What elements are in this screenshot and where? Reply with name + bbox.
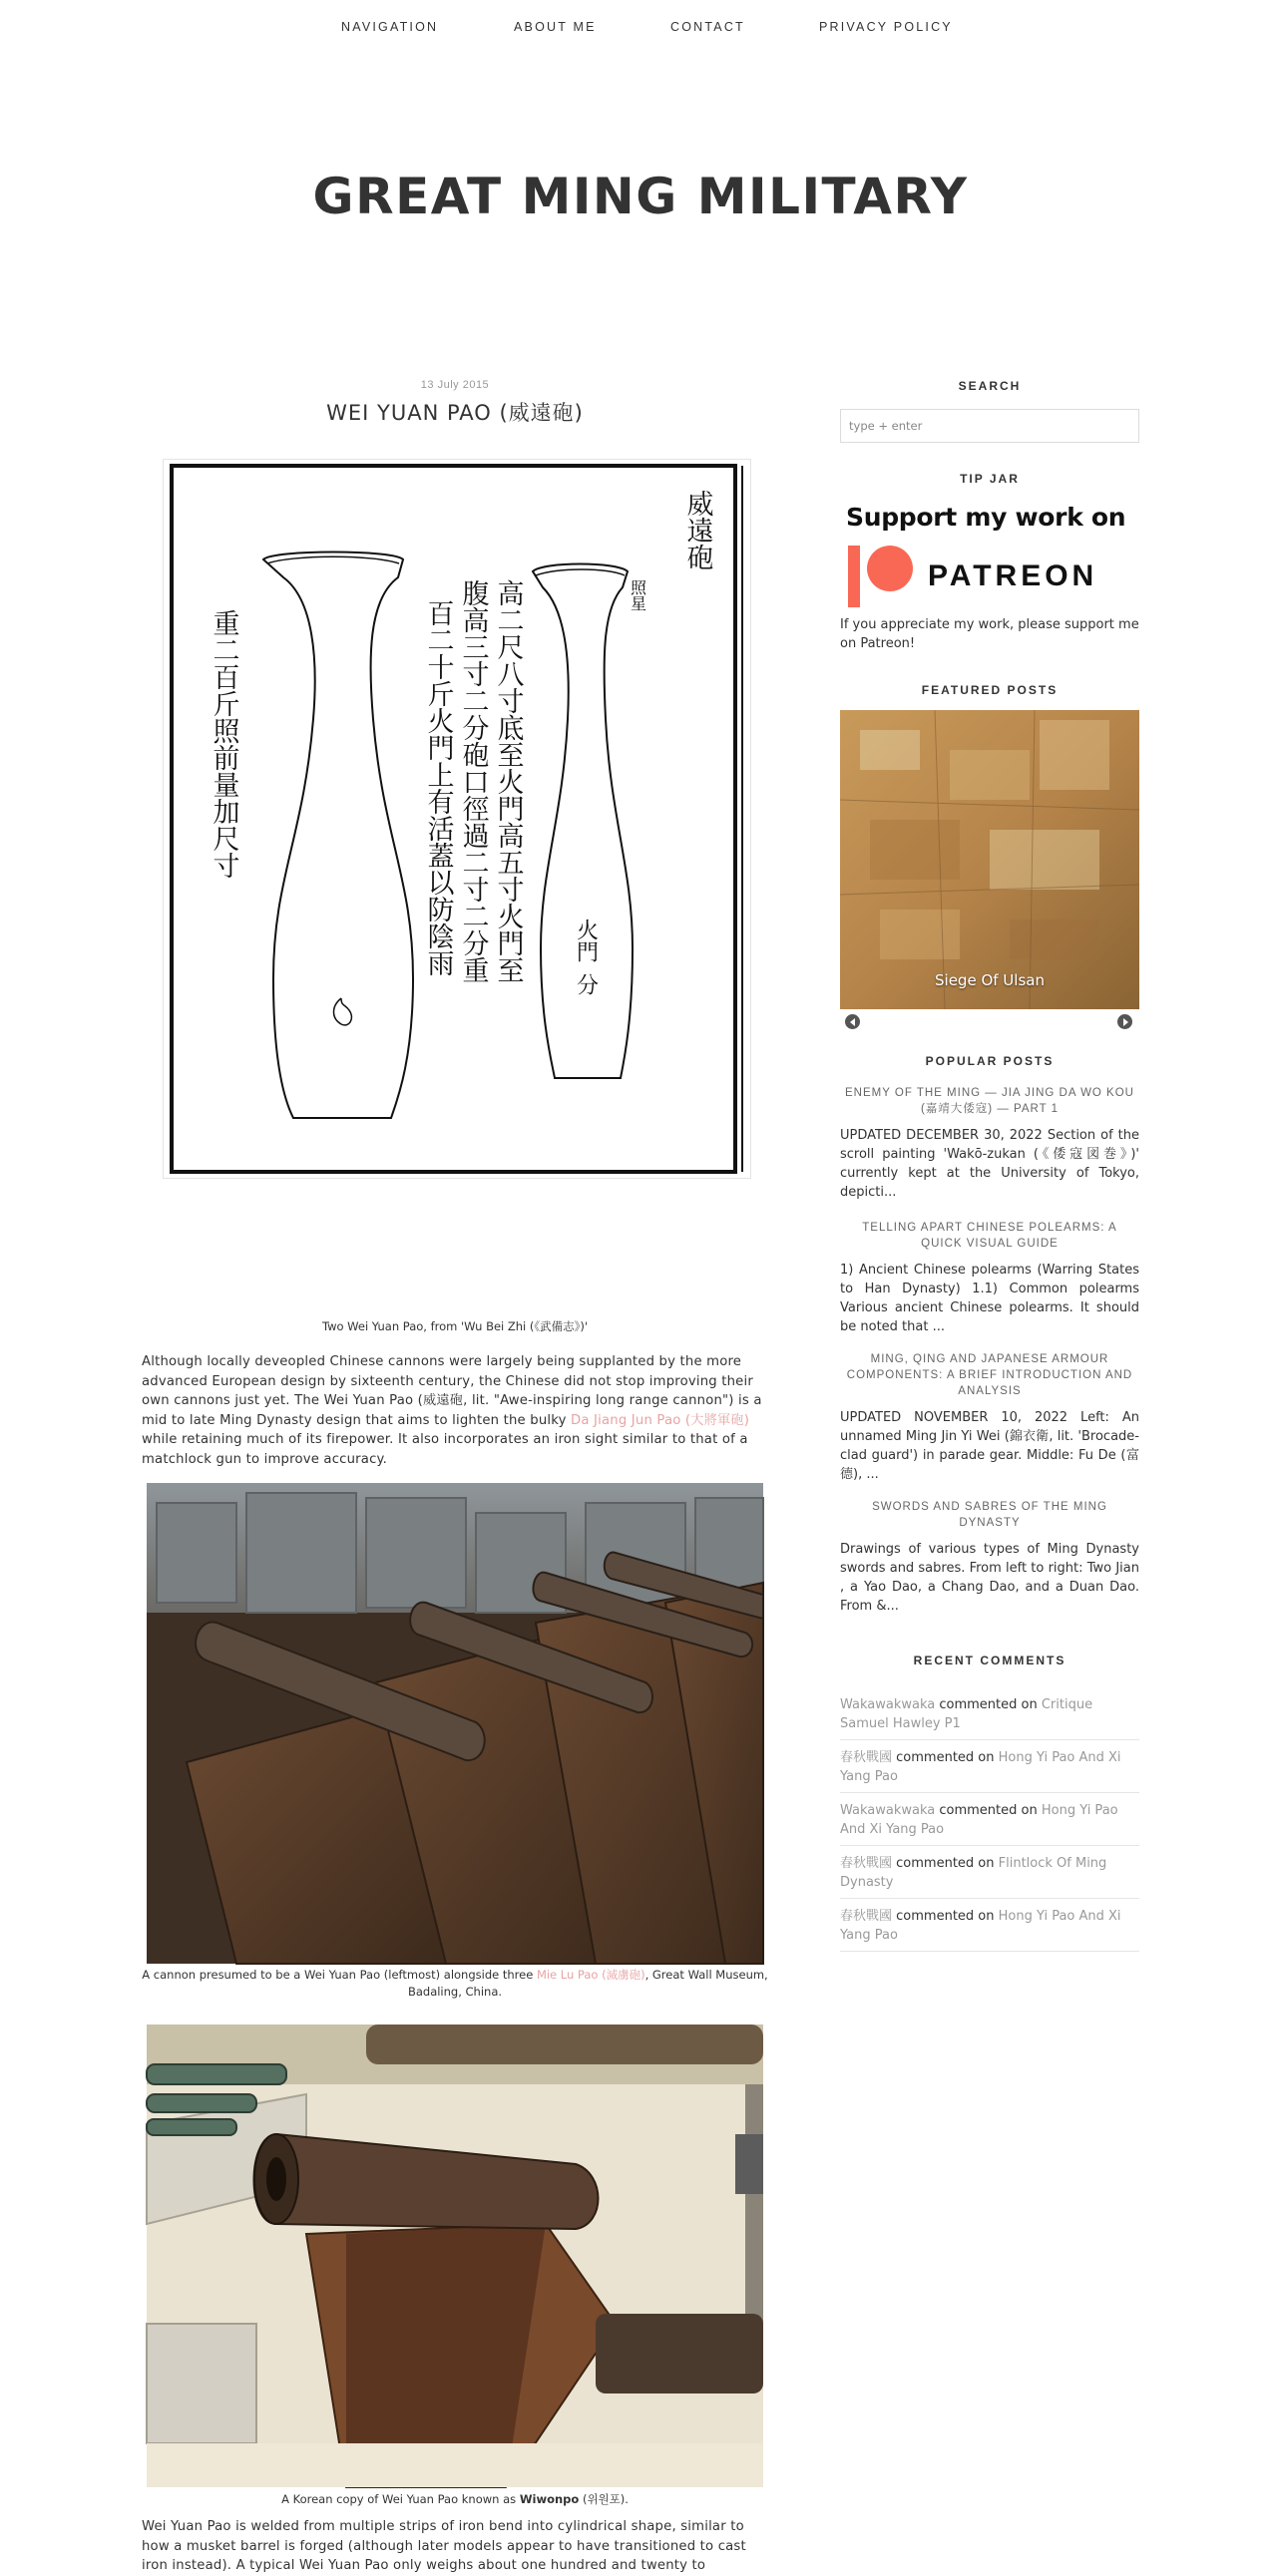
patreon-icon <box>846 544 916 609</box>
cap3-text-b: (위원포). <box>579 2492 629 2506</box>
popular-post-excerpt: UPDATED DECEMBER 30, 2022 Section of the scroll painting 'Wakō-zukan (《倭寇図巻》)' currently kept at the University of Tokyo, depicti... <box>840 1128 1139 1200</box>
popular-post <box>840 1499 1139 1616</box>
fig1-col2: 腹高三寸二分砲口徑過二寸二分重 <box>457 579 489 983</box>
patreon-wordmark: PATREON <box>928 559 1098 592</box>
recent-comments-title: RECENT COMMENTS <box>913 1654 1067 1667</box>
popular-post-excerpt: UPDATED NOVEMBER 10, 2022 Left: An unnamed Ming Jin Yi Wei (錦衣衛, lit. 'Brocade-clad guard') in parade gear. Middle: Fu De (富德), ... <box>840 1410 1139 1482</box>
post-article <box>140 379 770 2573</box>
fig1-label-fen: 分 <box>573 973 599 995</box>
popular-post <box>840 1220 1139 1336</box>
tip-jar-text: If you appreciate my work, please support me on Patreon! <box>840 617 1139 651</box>
fig1-title-right: 威遠砲 <box>681 490 713 570</box>
comment-verb: commented on <box>892 1909 999 1924</box>
slider-prev-icon[interactable] <box>845 1014 860 1029</box>
site-title[interactable]: GREAT MING MILITARY <box>312 168 969 225</box>
comment-verb: commented on <box>892 1856 999 1871</box>
popular-post-title[interactable]: MING, QING AND JAPANESE ARMOUR COMPONENTS: A BRIEF INTRODUCTION AND ANALYSIS <box>846 1353 1133 1397</box>
post-paragraph-1 <box>142 1352 772 1469</box>
comment-post-link[interactable]: Flintlock Of Ming Dynasty <box>840 1856 1107 1890</box>
fig1-sight-label: 照星 <box>628 579 647 611</box>
comment-post-link[interactable]: Hong Yi Pao And Xi Yang Pao <box>840 1803 1118 1837</box>
tip-jar-title: TIP JAR <box>960 472 1020 486</box>
comment-author[interactable]: 春秋戰國 <box>840 1909 893 1924</box>
featured-post-caption[interactable]: Siege Of Ulsan <box>935 971 1045 989</box>
recent-comments-list <box>840 1687 1139 1952</box>
post-date: 13 July 2015 <box>420 379 490 391</box>
nav-contact[interactable]: CONTACT <box>670 20 745 34</box>
comment-post-link[interactable]: Critique Samuel Hawley P1 <box>840 1697 1093 1731</box>
mie-lu-pao-link[interactable]: Mie Lu Pao (滅虜砲) <box>536 1968 645 1982</box>
fig1-label-men: 火門 <box>573 919 599 962</box>
featured-posts-title: FEATURED POSTS <box>921 683 1059 697</box>
cap2-text-a: A cannon presumed to be a Wei Yuan Pao (leftmost) alongside three <box>142 1968 537 1982</box>
comment-post-link[interactable]: Hong Yi Pao And Xi Yang Pao <box>840 1750 1121 1784</box>
museum-cannons-photo[interactable] <box>147 1483 763 1964</box>
cap3-text-a: A Korean copy of Wei Yuan Pao known as <box>281 2492 520 2506</box>
para1-text-b: while retaining much of its firepower. It also incorporates an iron sight similar to that of a matchlock gun to improve accuracy. <box>142 1432 748 1467</box>
comment-post-link[interactable]: Hong Yi Pao And Xi Yang Pao <box>840 1909 1121 1943</box>
comment-verb: commented on <box>935 1697 1042 1712</box>
slider-next-icon[interactable] <box>1117 1014 1132 1029</box>
comment-verb: commented on <box>935 1803 1042 1818</box>
figure3-caption <box>140 2491 770 2508</box>
figure2-caption <box>140 1967 770 2001</box>
popular-post-title[interactable]: ENEMY OF THE MING — JIA JING DA WO KOU (嘉靖大倭寇) — PART 1 <box>845 1087 1134 1115</box>
patreon-logo <box>846 544 1145 609</box>
nav-privacy-policy[interactable]: PRIVACY POLICY <box>819 20 953 34</box>
comment-author[interactable]: 春秋戰國 <box>840 1856 893 1871</box>
search-widget-title: SEARCH <box>958 379 1022 393</box>
recent-comment <box>840 1687 1139 1740</box>
cap2-text-b: , Great Wall Museum, Badaling, China. <box>407 1968 768 1999</box>
post-paragraph-2: Wei Yuan Pao is welded from multiple strips of iron bend into cylindrical shape, similar to how a musket barrel is forged (although later models appear to have transitioned to cast iron instead). A typical Wei Yuan Pao only weighs about one hundred and twenty to <box>142 2519 746 2573</box>
popular-post <box>840 1085 1139 1202</box>
popular-posts-title: POPULAR POSTS <box>925 1054 1055 1068</box>
nav-navigation[interactable]: NAVIGATION <box>341 20 439 34</box>
para1-text-a: Although locally deveopled Chinese cannons were largely being supplanted by the more advanced European design by sixteenth century, the Chinese did not stop improving their own cannons just yet. The Wei Yuan Pao (威遠砲, lit. "Awe-inspiring long range cannon") is a mid to late Ming Dynasty design that aims to lighten the bulky <box>142 1354 762 1428</box>
recent-comment <box>840 1846 1139 1899</box>
nav-about-me[interactable]: ABOUT ME <box>514 20 597 34</box>
wu-bei-zhi-illustration[interactable] <box>163 459 751 1179</box>
fig1-col3: 百二十斤火門上有活蓋以防陰雨 <box>422 599 454 976</box>
recent-comment <box>840 1899 1139 1952</box>
figure1-caption: Two Wei Yuan Pao, from 'Wu Bei Zhi (《武備志》)' <box>321 1319 589 1333</box>
featured-post-slide[interactable] <box>840 710 1139 1009</box>
popular-post-excerpt: 1) Ancient Chinese polearms (Warring States to Han Dynasty) 1.1) Common polearms Various ancient Chinese polearms. It should be noted that ... <box>840 1263 1139 1334</box>
fig1-col1: 高二尺八寸底至火門高五寸火門至 <box>492 579 524 983</box>
search-input[interactable]: type + enter <box>840 409 1139 443</box>
wiwonpo-photo[interactable] <box>147 2024 763 2487</box>
post-title[interactable]: WEI YUAN PAO (威遠砲) <box>326 401 584 425</box>
popular-post-excerpt: Drawings of various types of Ming Dynasty swords and sabres. From left to right: Two Jian , a Yao Dao, a Chang Dao, and a Duan Dao. From &... <box>840 1542 1139 1614</box>
patreon-support-text: Support my work on <box>846 503 1126 532</box>
popular-post <box>840 1351 1139 1484</box>
sidebar <box>840 379 1139 1943</box>
da-jiang-jun-pao-link[interactable]: Da Jiang Jun Pao (大將軍砲) <box>571 1412 750 1428</box>
comment-author[interactable]: Wakawakwaka <box>840 1697 936 1712</box>
fig1-col-left: 重二百斤照前量加尺寸 <box>208 609 239 879</box>
wiwonpo-term: Wiwonpo <box>519 2492 580 2506</box>
comment-author[interactable]: Wakawakwaka <box>840 1803 936 1818</box>
recent-comment <box>840 1793 1139 1846</box>
patreon-banner[interactable] <box>846 503 1145 609</box>
popular-post-title[interactable]: TELLING APART CHINESE POLEARMS: A QUICK VISUAL GUIDE <box>862 1222 1117 1250</box>
recent-comment <box>840 1740 1139 1793</box>
comment-author[interactable]: 春秋戰國 <box>840 1750 893 1765</box>
comment-verb: commented on <box>892 1750 999 1765</box>
popular-post-title[interactable]: SWORDS AND SABRES OF THE MING DYNASTY <box>872 1501 1107 1529</box>
